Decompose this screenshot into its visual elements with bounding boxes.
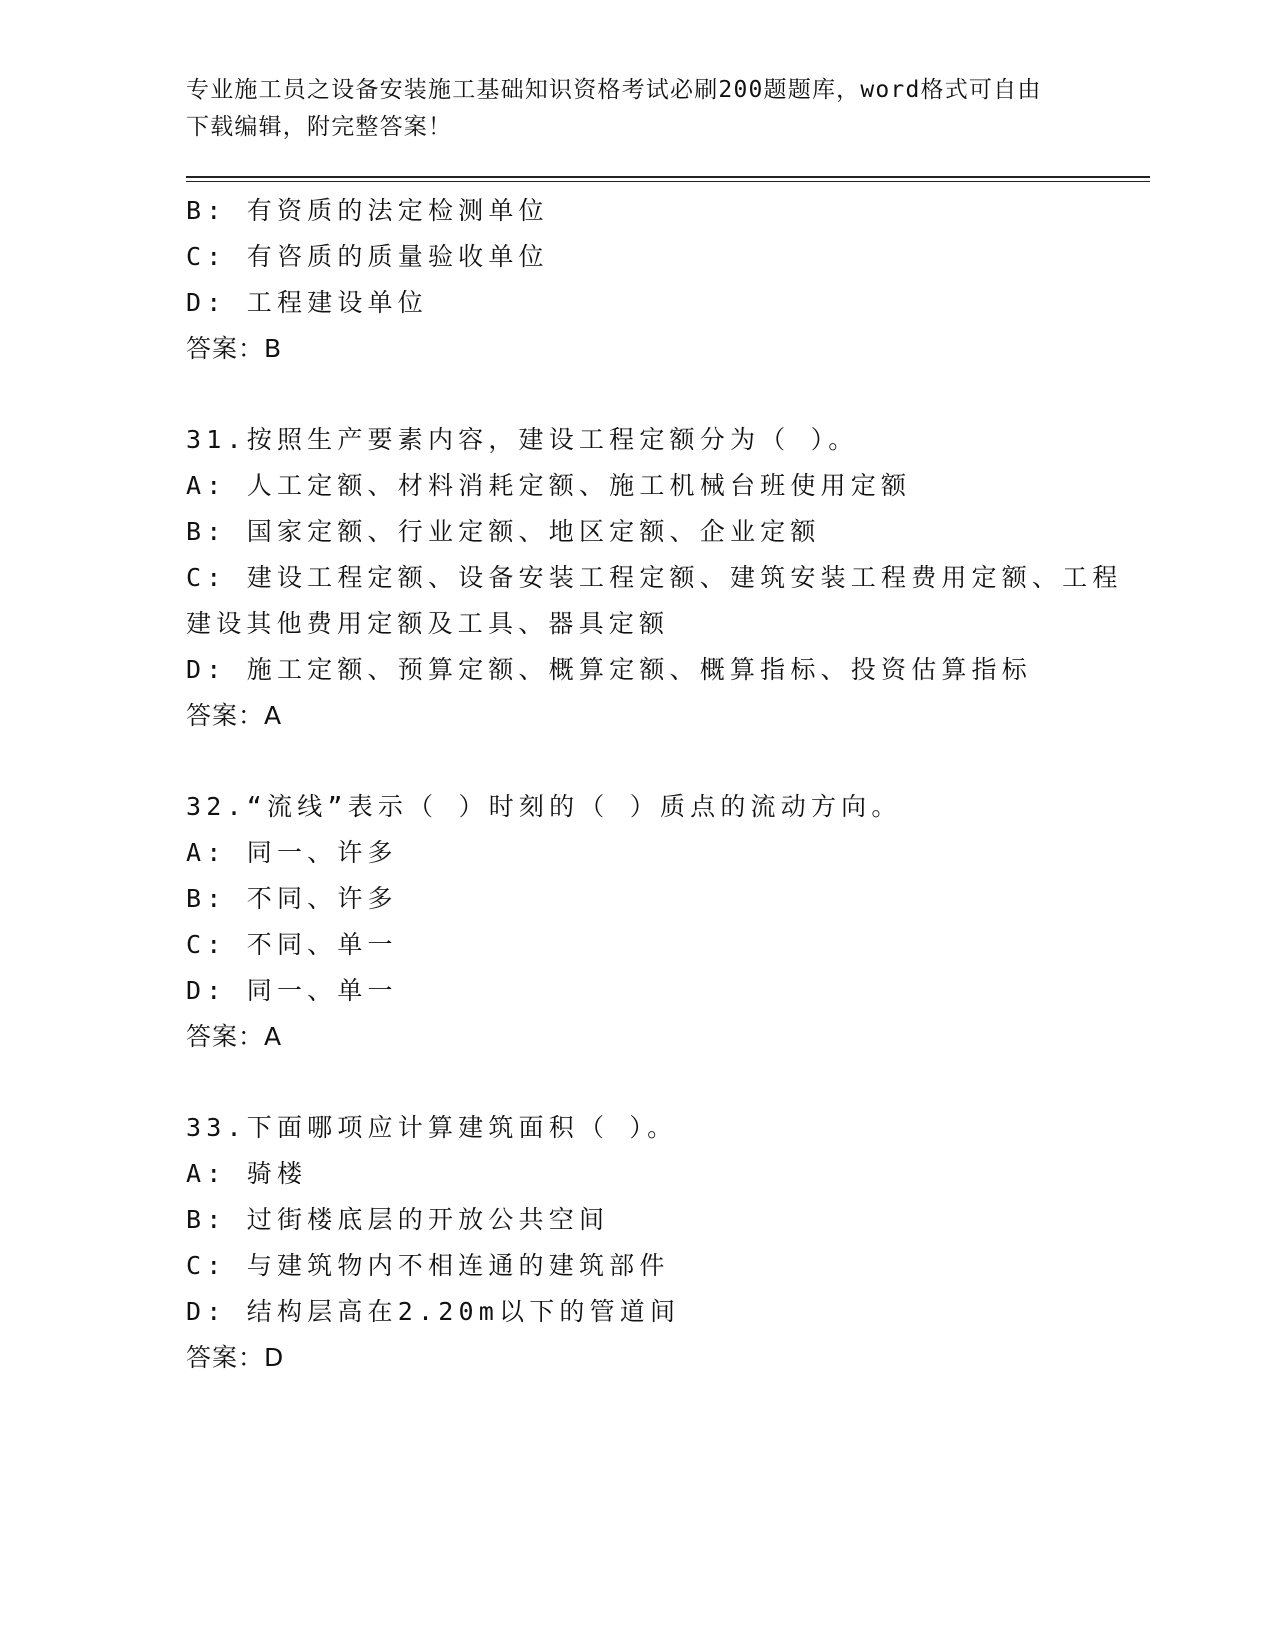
option-c: C: 有咨质的质量验收单位 bbox=[186, 242, 549, 271]
option-b: B: 不同、许多 bbox=[186, 884, 398, 913]
option-a: A: 人工定额、材料消耗定额、施工机械台班使用定额 bbox=[186, 471, 912, 500]
answer: 答案：A bbox=[186, 1022, 283, 1051]
answer: 答案：D bbox=[186, 1343, 285, 1372]
header-divider-thin bbox=[186, 181, 1150, 182]
option-c: C: 与建筑物内不相连通的建筑部件 bbox=[186, 1251, 670, 1280]
header-divider-thick bbox=[186, 176, 1150, 178]
option-c-line-1: C: 建设工程定额、设备安装工程定额、建筑安装工程费用定额、工程 bbox=[186, 563, 1123, 592]
question-text: 33.下面哪项应计算建筑面积（ ）。 bbox=[186, 1113, 678, 1142]
spacer bbox=[186, 739, 1086, 784]
question-32 bbox=[186, 784, 1086, 1060]
document-header bbox=[186, 72, 1086, 146]
answer: 答案：B bbox=[186, 334, 283, 363]
question-30-fragment bbox=[186, 188, 1086, 372]
answer: 答案：A bbox=[186, 701, 283, 730]
option-b: B: 过街楼底层的开放公共空间 bbox=[186, 1205, 610, 1234]
question-33 bbox=[186, 1105, 1086, 1381]
option-c-line-2: 建设其他费用定额及工具、器具定额 bbox=[186, 609, 670, 638]
option-c: C: 不同、单一 bbox=[186, 930, 398, 959]
option-d: D: 施工定额、预算定额、概算定额、概算指标、投资估算指标 bbox=[186, 655, 1032, 684]
option-d: D: 结构层高在2.20m以下的管道间 bbox=[186, 1297, 681, 1326]
option-b: B: 有资质的法定检测单位 bbox=[186, 196, 549, 225]
question-text: 32.“流线”表示（ ）时刻的（ ）质点的流动方向。 bbox=[186, 792, 902, 821]
spacer bbox=[186, 1060, 1086, 1105]
question-31 bbox=[186, 417, 1123, 739]
option-a: A: 同一、许多 bbox=[186, 838, 398, 867]
option-d: D: 工程建设单位 bbox=[186, 288, 428, 317]
header-line-1: 专业施工员之设备安装施工基础知识资格考试必刷200题题库，word格式可自由 bbox=[186, 77, 1042, 103]
option-a: A: 骑楼 bbox=[186, 1159, 308, 1188]
question-text: 31.按照生产要素内容，建设工程定额分为（ ）。 bbox=[186, 425, 859, 454]
header-line-2: 下载编辑，附完整答案！ bbox=[186, 114, 453, 140]
question-list bbox=[186, 188, 1123, 1381]
option-b: B: 国家定额、行业定额、地区定额、企业定额 bbox=[186, 517, 821, 546]
spacer bbox=[186, 372, 1086, 417]
option-d: D: 同一、单一 bbox=[186, 976, 398, 1005]
